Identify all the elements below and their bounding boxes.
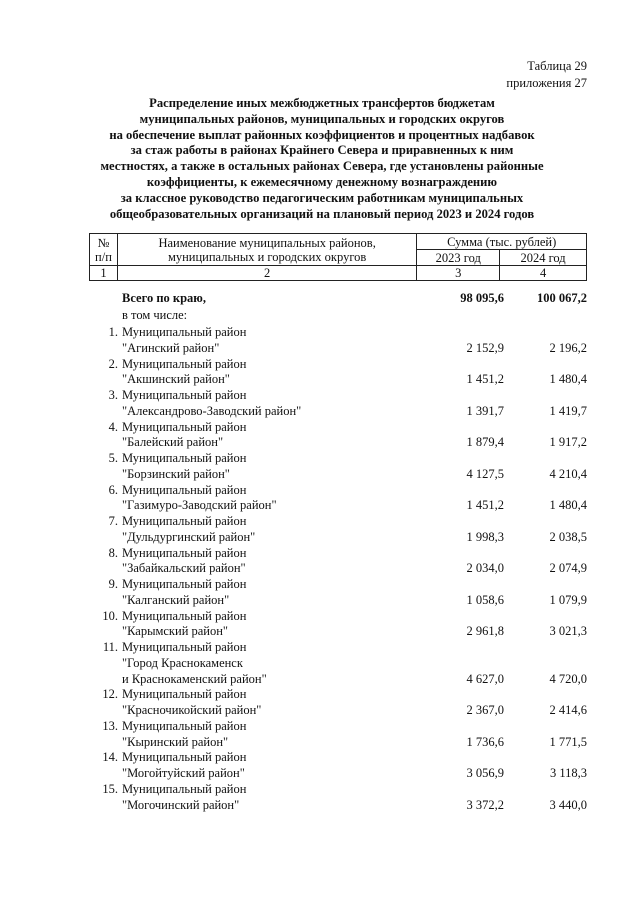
table-row-line [0, 781, 640, 797]
value-2023: 1 391,7 [466, 404, 504, 418]
value-2023: 3 056,9 [466, 766, 504, 780]
row-number: 14. [102, 750, 118, 764]
row-number: 1. [108, 325, 118, 339]
header-2023: 2023 год [417, 250, 500, 266]
district-name: "Кыринский район" [122, 735, 229, 749]
district-name: "Балейский район" [122, 435, 224, 449]
title-line: местностях, а также в остальных районах Севера, где установлены районные [100, 159, 544, 174]
district-name: Муниципальный район [122, 577, 247, 591]
table-row-line [0, 371, 640, 387]
table-row-line [0, 765, 640, 781]
district-name: Муниципальный район [122, 420, 247, 434]
district-name: "Дульдургинский район" [122, 530, 256, 544]
value-2023: 3 372,2 [466, 798, 504, 812]
value-2024: 3 021,3 [549, 624, 587, 638]
district-name: "Газимуро-Заводский район" [122, 498, 277, 512]
total-2024: 100 067,2 [537, 291, 587, 305]
district-name: Муниципальный район [122, 546, 247, 560]
table-row-line [0, 655, 640, 671]
table-row-line [0, 513, 640, 529]
district-name: "Александрово-Заводский район" [122, 404, 302, 418]
district-name: "Акшинский район" [122, 372, 230, 386]
value-2024: 4 210,4 [549, 467, 587, 481]
district-name: Муниципальный район [122, 640, 247, 654]
table-row-line [0, 545, 640, 561]
table-row-line [0, 702, 640, 718]
table-row-line [0, 466, 640, 482]
district-name: Муниципальный район [122, 451, 247, 465]
row-number: 4. [108, 420, 118, 434]
table-row-line [0, 592, 640, 608]
row-number: 2. [108, 357, 118, 371]
value-2024: 1 480,4 [549, 372, 587, 386]
value-2024: 1 079,9 [549, 593, 587, 607]
table-header [89, 233, 587, 281]
table-row-line [0, 497, 640, 513]
value-2023: 2 152,9 [466, 341, 504, 355]
table-row-line [0, 403, 640, 419]
district-name: Муниципальный район [122, 514, 247, 528]
row-number: 3. [108, 388, 118, 402]
value-2023: 1 998,3 [466, 530, 504, 544]
title-line: за стаж работы в районах Крайнего Севера и приравненных к ним [130, 143, 514, 158]
district-name: "Могойтуйский район" [122, 766, 245, 780]
table-row-line [0, 434, 640, 450]
header-no: № п/п [90, 234, 118, 266]
header-2024: 2024 год [500, 250, 587, 266]
value-2023: 4 127,5 [466, 467, 504, 481]
row-number: 10. [102, 609, 118, 623]
document-title [92, 96, 552, 222]
subtotal-caption: в том числе: [122, 308, 188, 322]
header-index-1: 1 [90, 266, 118, 281]
title-line: за классное руководство педагогическим работникам муниципальных [120, 190, 524, 205]
district-name: Муниципальный район [122, 483, 247, 497]
value-2024: 3 118,3 [549, 766, 587, 780]
district-name: "Калганский район" [122, 593, 230, 607]
title-line: коэффициенты, к ежемесячному денежному вознаграждению [146, 174, 498, 189]
district-name: Муниципальный район [122, 782, 247, 796]
table-row-line [0, 797, 640, 813]
row-number: 11. [102, 640, 118, 654]
value-2024: 2 196,2 [549, 341, 587, 355]
district-name: Муниципальный район [122, 325, 247, 339]
table-row-line [0, 356, 640, 372]
appendix-ref: приложения 27 [506, 76, 587, 90]
row-number: 15. [102, 782, 118, 796]
table-row-line [0, 686, 640, 702]
district-name: "Борзинский район" [122, 467, 230, 481]
total-label: Всего по краю, [122, 291, 206, 305]
value-2023: 1 736,6 [466, 735, 504, 749]
row-number: 6. [108, 483, 118, 497]
row-number: 7. [108, 514, 118, 528]
table-row-line [0, 608, 640, 624]
district-name: "Карымский район" [122, 624, 229, 638]
district-name: Муниципальный район [122, 609, 247, 623]
table-row-line [0, 560, 640, 576]
district-name: "Красночикойский район" [122, 703, 262, 717]
value-2024: 1 917,2 [549, 435, 587, 449]
district-name: и Краснокаменский район" [122, 672, 267, 686]
district-name: Муниципальный район [122, 719, 247, 733]
value-2023: 1 451,2 [466, 372, 504, 386]
value-2023: 1 879,4 [466, 435, 504, 449]
district-name: "Могочинский район" [122, 798, 240, 812]
total-row [0, 290, 640, 306]
row-number: 12. [102, 687, 118, 701]
table-row-line [0, 324, 640, 340]
header-index-2: 2 [117, 266, 416, 281]
table-row-line [0, 482, 640, 498]
row-number: 5. [108, 451, 118, 465]
row-number: 13. [102, 719, 118, 733]
value-2024: 2 074,9 [549, 561, 587, 575]
value-2023: 1 058,6 [466, 593, 504, 607]
value-2024: 1 771,5 [549, 735, 587, 749]
value-2024: 1 480,4 [549, 498, 587, 512]
header-index-3: 3 [417, 266, 500, 281]
district-name: Муниципальный район [122, 388, 247, 402]
value-2024: 4 720,0 [549, 672, 587, 686]
district-name: "Забайкальский район" [122, 561, 246, 575]
table-row-line [0, 749, 640, 765]
title-line: общеобразовательных организаций на плановый период 2023 и 2024 годов [109, 206, 535, 221]
value-2023: 2 367,0 [466, 703, 504, 717]
table-row-line [0, 529, 640, 545]
value-2024: 2 038,5 [549, 530, 587, 544]
header-sum: Сумма (тыс. рублей) [417, 234, 587, 250]
table-row-line [0, 623, 640, 639]
district-name: Муниципальный район [122, 357, 247, 371]
table-row-line [0, 419, 640, 435]
row-number: 8. [108, 546, 118, 560]
table-row-line [0, 671, 640, 687]
district-name: "Агинский район" [122, 341, 220, 355]
subtotal-caption-row [0, 307, 640, 323]
table-row-line [0, 576, 640, 592]
district-name: Муниципальный район [122, 750, 247, 764]
title-line: муниципальных районов, муниципальных и городских округов [139, 111, 505, 126]
title-line: на обеспечение выплат районных коэффициентов и процентных надбавок [109, 127, 535, 142]
table-row-line [0, 639, 640, 655]
table-row-line [0, 734, 640, 750]
table-row-line [0, 450, 640, 466]
total-2023: 98 095,6 [460, 291, 504, 305]
table-row-line [0, 387, 640, 403]
header-name: Наименование муниципальных районов, муниципальных и городских округов [117, 234, 416, 266]
value-2023: 1 451,2 [466, 498, 504, 512]
value-2024: 2 414,6 [549, 703, 587, 717]
table-row-line [0, 340, 640, 356]
value-2023: 2 961,8 [466, 624, 504, 638]
row-number: 9. [108, 577, 118, 591]
title-line: Распределение иных межбюджетных трансфертов бюджетам [149, 96, 495, 110]
district-name: Муниципальный район [122, 687, 247, 701]
value-2024: 3 440,0 [549, 798, 587, 812]
table-ref: Таблица 29 [527, 59, 587, 73]
value-2024: 1 419,7 [549, 404, 587, 418]
header-index-4: 4 [500, 266, 587, 281]
value-2023: 4 627,0 [466, 672, 504, 686]
table-row-line [0, 718, 640, 734]
value-2023: 2 034,0 [466, 561, 504, 575]
district-name: "Город Краснокаменск [122, 656, 243, 670]
